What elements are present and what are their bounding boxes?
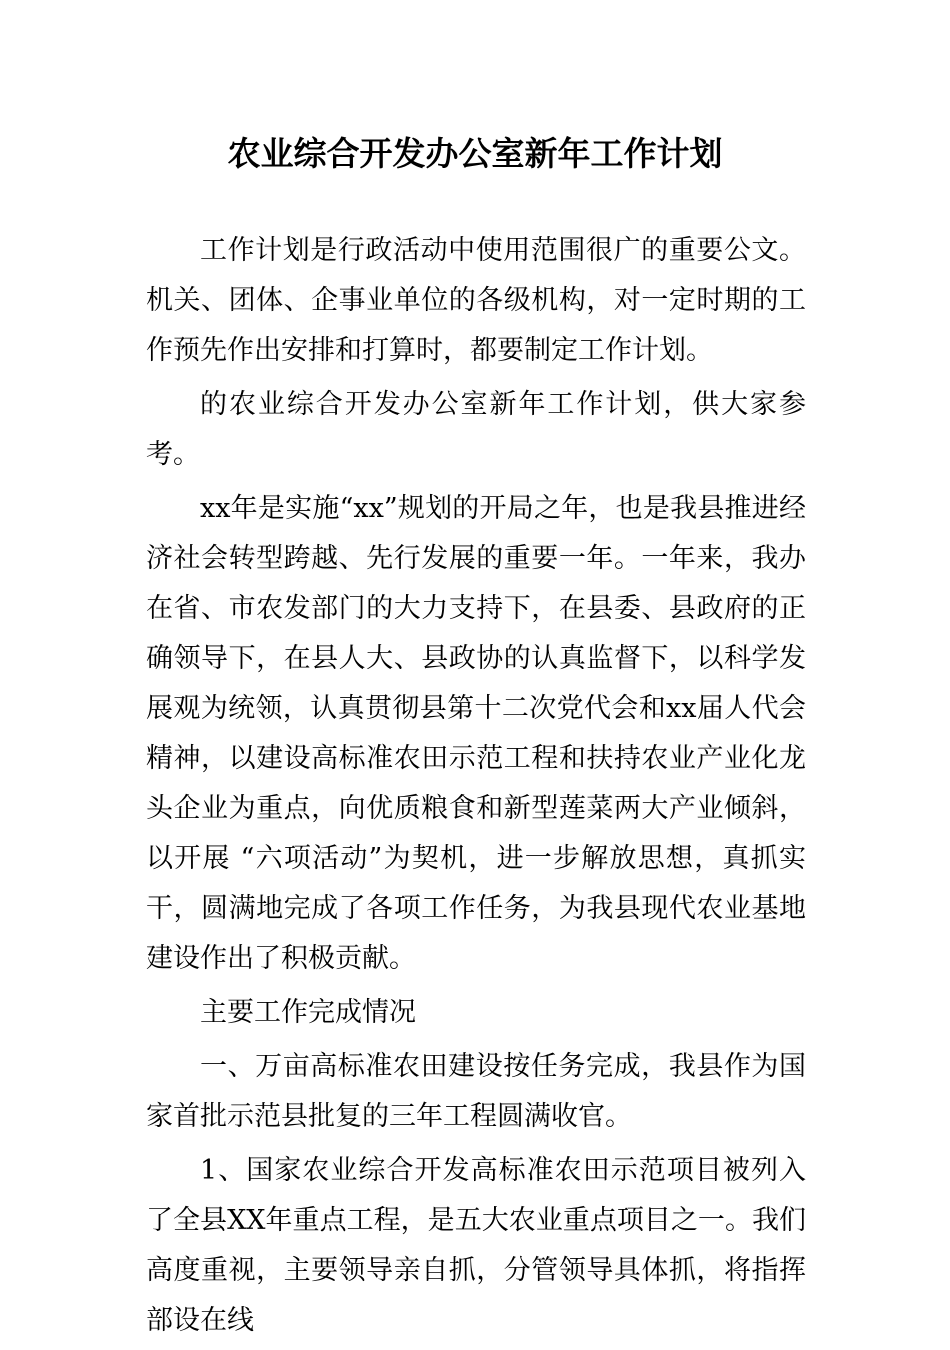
paragraph-item-one: 一、万亩高标准农田建设按任务完成，我县作为国家首批示范县批复的三年工程圆满收官。 [146,1051,806,1132]
paragraph-item-one-sub-one: 1、国家农业综合开发高标准农田示范项目被列入了全县XX年重点工程，是五大农业重点项目之一。我们高度重视，主要领导亲自抓，分管领导具体抓，将指挥部设在线 [146,1155,806,1336]
section-heading: 主要工作完成情况 [200,997,416,1028]
document-title: 农业综合开发办公室新年工作计划 [227,134,723,173]
paragraph-reference: 的农业综合开发办公室新年工作计划，供大家参考。 [146,389,806,470]
paragraph-summary: xx年是实施“xx”规划的开局之年，也是我县推进经济社会转型跨越、先行发展的重要一年。一年来，我办在省、市农发部门的大力支持下，在县委、县政府的正确领导下，在县人大、县政协的认真监督下，以科学发展观为统领，认真贯彻县第十二次党代会和xx届人代会精神，以建设高标准农田示范工程和扶持农业产业化龙头企业为重点，向优质粮食和新型莲菜两大产业倾斜，以开展 “六项活动”为契机，进一步解放思想，真抓实干，圆满地完成了各项工作任务，为我县现代农业基地建设作出了积极贡献。 [146,493,806,974]
paragraph-intro: 工作计划是行政活动中使用范围很广的重要公文。机关、团体、企事业单位的各级机构，对一定时期的工作预先作出安排和打算时，都要制定工作计划。 [146,235,806,366]
document-body [146,226,806,1350]
